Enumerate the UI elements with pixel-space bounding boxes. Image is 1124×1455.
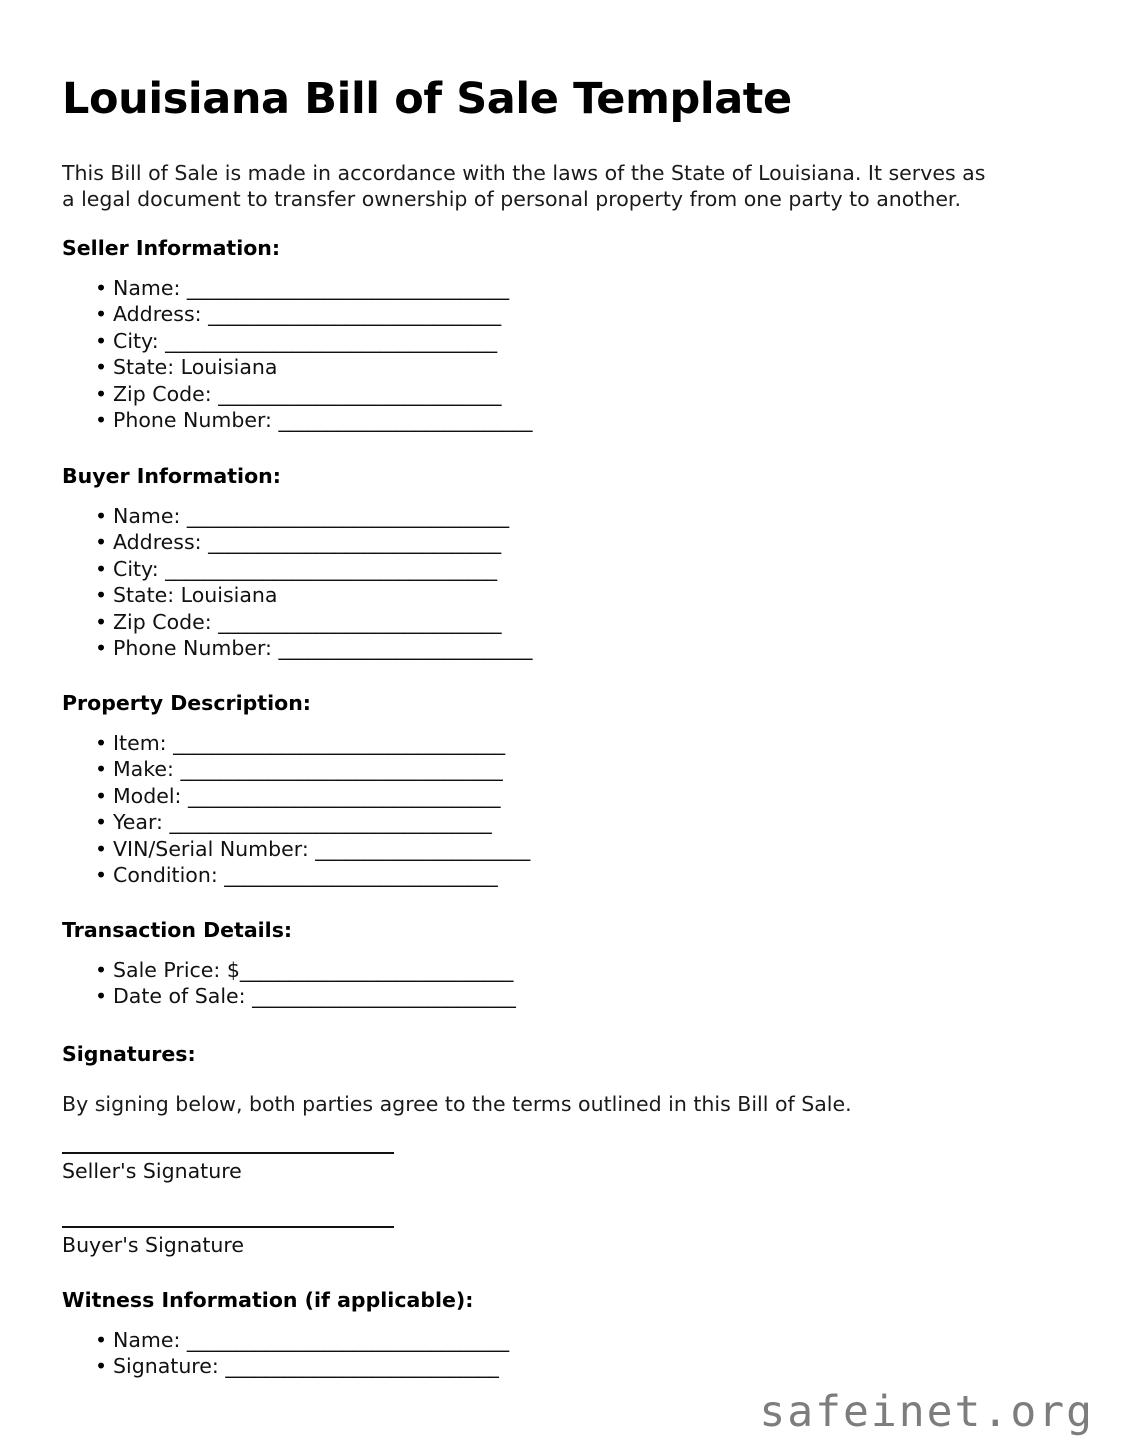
field-blank-line[interactable]: _____________________________ <box>218 609 501 634</box>
seller-information-heading: Seller Information: <box>62 236 281 260</box>
field-seller-address <box>62 301 1052 327</box>
buyer-signature-label: Buyer's Signature <box>62 1233 244 1257</box>
field-label: Address: <box>113 530 209 555</box>
field-label: Model: <box>113 783 188 808</box>
field-blank-line[interactable]: _________________________________ <box>180 757 503 782</box>
field-witness-name <box>62 1327 1052 1353</box>
witness-information-heading: Witness Information (if applicable): <box>62 1288 474 1312</box>
seller-signature-line[interactable] <box>62 1152 394 1154</box>
field-seller-phone-number <box>62 407 1052 433</box>
field-property-condition <box>62 862 1052 888</box>
field-blank-line[interactable]: ____________________________ <box>225 1354 499 1379</box>
intro-line-1: This Bill of Sale is made in accordance with the laws of the State of Louisiana. It serves as <box>62 161 986 185</box>
field-sale-price <box>62 957 1052 983</box>
field-label: State: Louisiana <box>113 355 278 380</box>
transaction-fields-list <box>62 957 1052 1010</box>
buyer-signature-block <box>62 1226 394 1258</box>
field-label: Year: <box>113 810 170 835</box>
seller-signature-block <box>62 1152 394 1184</box>
field-buyer-phone-number <box>62 635 1052 661</box>
field-seller-name <box>62 275 1052 301</box>
field-label: Phone Number: <box>113 636 279 661</box>
field-label: Date of Sale: <box>113 984 253 1009</box>
field-label: Sale Price: $ <box>113 958 240 982</box>
buyer-fields-list <box>62 503 1052 661</box>
field-label: Zip Code: <box>113 609 219 634</box>
field-buyer-address <box>62 529 1052 555</box>
witness-fields-list <box>62 1327 1052 1380</box>
field-label: Make: <box>113 757 181 782</box>
field-blank-line[interactable]: ______________________ <box>315 836 530 861</box>
field-label: Phone Number: <box>113 408 279 433</box>
section-witness-information <box>62 1288 1052 1380</box>
field-label: Address: <box>113 302 209 327</box>
field-blank-line[interactable]: __________________________ <box>278 636 532 661</box>
section-transaction-details <box>62 918 1052 1010</box>
field-buyer-state <box>62 582 1052 608</box>
field-label: Name: <box>113 504 187 528</box>
field-property-make <box>62 756 1052 782</box>
buyer-information-heading: Buyer Information: <box>62 464 281 488</box>
signatures-statement: By signing below, both parties agree to the terms outlined in this Bill of Sale. <box>62 1092 852 1116</box>
field-label: VIN/Serial Number: <box>113 836 316 861</box>
field-blank-line[interactable]: __________________________________ <box>165 328 497 353</box>
field-blank-line[interactable]: ___________________________ <box>252 984 516 1009</box>
page-title: Louisiana Bill of Sale Template <box>62 74 792 124</box>
field-blank-line[interactable]: _________________________________ <box>186 1328 509 1352</box>
section-property-description <box>62 691 1052 888</box>
field-blank-line[interactable]: _________________________________ <box>169 810 492 835</box>
field-label: City: <box>113 556 166 581</box>
field-blank-line[interactable]: ______________________________ <box>208 530 501 555</box>
field-blank-line[interactable]: _________________________________ <box>186 504 509 528</box>
property-fields-list <box>62 730 1052 888</box>
field-property-year <box>62 809 1052 835</box>
section-signatures <box>62 1042 1052 1117</box>
field-label: Name: <box>113 1328 187 1352</box>
field-label: Name: <box>113 276 187 300</box>
field-buyer-name <box>62 503 1052 529</box>
signatures-heading: Signatures: <box>62 1042 196 1066</box>
field-buyer-zip-code <box>62 609 1052 635</box>
intro-paragraph <box>62 160 1054 212</box>
field-witness-signature <box>62 1353 1052 1379</box>
buyer-signature-line[interactable] <box>62 1226 394 1228</box>
field-label: State: Louisiana <box>113 583 278 608</box>
seller-fields-list <box>62 275 1052 433</box>
field-blank-line[interactable]: ______________________________ <box>208 302 501 327</box>
field-blank-line[interactable]: _____________________________ <box>218 381 501 406</box>
field-label: Signature: <box>113 1354 226 1379</box>
section-seller-information <box>62 236 1052 433</box>
field-seller-city <box>62 328 1052 354</box>
field-property-vin-serial-number <box>62 836 1052 862</box>
field-label: Item: <box>113 731 174 755</box>
field-property-model <box>62 783 1052 809</box>
field-blank-line[interactable]: __________________________________ <box>165 556 497 581</box>
field-blank-line[interactable]: ____________________________ <box>239 958 513 982</box>
field-date-of-sale <box>62 983 1052 1009</box>
seller-signature-label: Seller's Signature <box>62 1159 242 1183</box>
field-label: Condition: <box>113 863 225 888</box>
field-blank-line[interactable]: __________________________ <box>278 408 532 433</box>
section-buyer-information <box>62 464 1052 661</box>
transaction-details-heading: Transaction Details: <box>62 918 293 942</box>
field-blank-line[interactable]: ____________________________ <box>224 863 498 888</box>
site-watermark: safeinet.org <box>759 1387 1094 1437</box>
field-blank-line[interactable]: ________________________________ <box>187 783 500 808</box>
intro-line-2: a legal document to transfer ownership of personal property from one party to another. <box>62 187 961 211</box>
field-property-item <box>62 730 1052 756</box>
field-buyer-city <box>62 556 1052 582</box>
field-blank-line[interactable]: _________________________________ <box>186 276 509 300</box>
field-blank-line[interactable]: __________________________________ <box>173 731 505 755</box>
field-label: Zip Code: <box>113 381 219 406</box>
field-seller-state <box>62 354 1052 380</box>
field-label: City: <box>113 328 166 353</box>
field-seller-zip-code <box>62 381 1052 407</box>
property-description-heading: Property Description: <box>62 691 311 715</box>
